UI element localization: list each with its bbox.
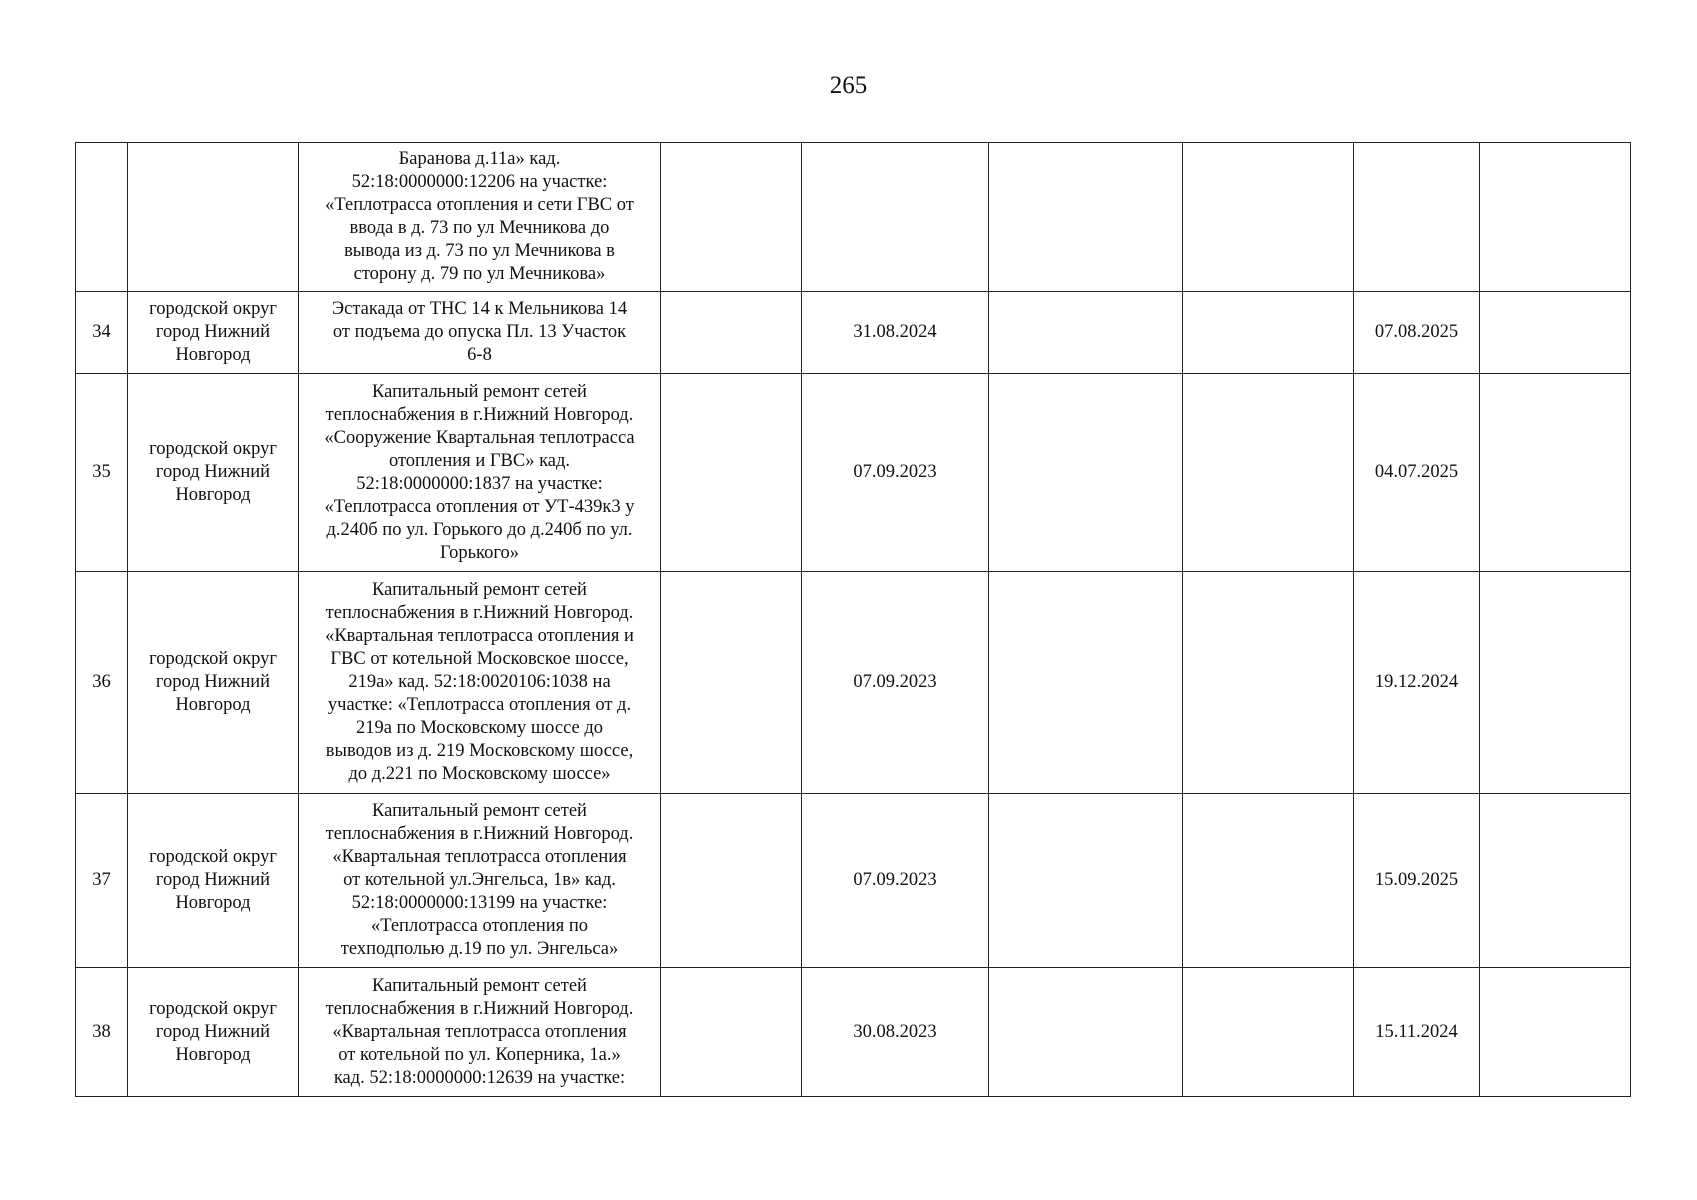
empty-cell: [661, 968, 802, 1097]
table-row: [76, 143, 1631, 292]
empty-cell: [1480, 794, 1631, 968]
row-number-cell: 37: [76, 794, 128, 968]
table-row: [76, 794, 1631, 968]
row-number-cell: 36: [76, 572, 128, 794]
description-cell: Капитальный ремонт сетей теплоснабжения в г.Нижний Новгород. «Сооружение Квартальная теплотрасса отопления и ГВС» кад. 52:18:0000000:1837 на участке: «Теплотрасса отопления от УТ-439к3 у д.240б по ул. Горького до д.240б по ул. Горького»: [299, 374, 661, 572]
empty-cell: [661, 143, 802, 292]
empty-cell: [989, 374, 1183, 572]
empty-cell: [1183, 572, 1354, 794]
page-number: 265: [829, 72, 868, 99]
row-number-cell: 38: [76, 968, 128, 1097]
end-date-cell: 19.12.2024: [1354, 572, 1480, 794]
empty-cell: [661, 794, 802, 968]
empty-cell: [989, 794, 1183, 968]
end-date-cell: [1354, 143, 1480, 292]
municipality-cell: городской округ город Нижний Новгород: [128, 374, 299, 572]
empty-cell: [1480, 143, 1631, 292]
end-date-cell: 15.11.2024: [1354, 968, 1480, 1097]
row-number-cell: 34: [76, 292, 128, 374]
municipality-cell: городской округ город Нижний Новгород: [128, 572, 299, 794]
empty-cell: [989, 143, 1183, 292]
empty-cell: [661, 572, 802, 794]
empty-cell: [989, 572, 1183, 794]
end-date-cell: 07.08.2025: [1354, 292, 1480, 374]
empty-cell: [661, 374, 802, 572]
empty-cell: [1183, 143, 1354, 292]
description-cell: Капитальный ремонт сетей теплоснабжения в г.Нижний Новгород. «Квартальная теплотрасса отопления от котельной по ул. Коперника, 1а.» кад. 52:18:0000000:12639 на участке:: [299, 968, 661, 1097]
start-date-cell: [802, 143, 989, 292]
data-table: [75, 142, 1631, 1097]
municipality-cell: [128, 143, 299, 292]
row-number-cell: 35: [76, 374, 128, 572]
table-row: [76, 968, 1631, 1097]
empty-cell: [1183, 374, 1354, 572]
start-date-cell: 07.09.2023: [802, 374, 989, 572]
table-row: [76, 292, 1631, 374]
empty-cell: [1480, 968, 1631, 1097]
empty-cell: [1183, 968, 1354, 1097]
row-number-cell: [76, 143, 128, 292]
municipality-cell: городской округ город Нижний Новгород: [128, 794, 299, 968]
end-date-cell: 15.09.2025: [1354, 794, 1480, 968]
empty-cell: [989, 292, 1183, 374]
description-cell: Капитальный ремонт сетей теплоснабжения в г.Нижний Новгород. «Квартальная теплотрасса отопления и ГВС от котельной Московское шоссе, 219а» кад. 52:18:0020106:1038 на участке: «Теплотрасса отопления от д. 219а по Московскому шоссе до выводов из д. 219 Московскому шоссе, до д.221 по Московскому шоссе»: [299, 572, 661, 794]
municipality-cell: городской округ город Нижний Новгород: [128, 968, 299, 1097]
table-row: [76, 374, 1631, 572]
empty-cell: [1480, 572, 1631, 794]
empty-cell: [661, 292, 802, 374]
start-date-cell: 07.09.2023: [802, 572, 989, 794]
start-date-cell: 30.08.2023: [802, 968, 989, 1097]
description-cell: Капитальный ремонт сетей теплоснабжения в г.Нижний Новгород. «Квартальная теплотрасса отопления от котельной ул.Энгельса, 1в» кад. 52:18:0000000:13199 на участке: «Теплотрасса отопления по техподполью д.19 по ул. Энгельса»: [299, 794, 661, 968]
empty-cell: [1480, 374, 1631, 572]
municipality-cell: городской округ город Нижний Новгород: [128, 292, 299, 374]
description-cell: Баранова д.11а» кад. 52:18:0000000:12206 на участке: «Теплотрасса отопления и сети ГВС от ввода в д. 73 по ул Мечникова до вывода из д. 73 по ул Мечникова в сторону д. 79 по ул Мечникова»: [299, 143, 661, 292]
table-row: [76, 572, 1631, 794]
start-date-cell: 07.09.2023: [802, 794, 989, 968]
start-date-cell: 31.08.2024: [802, 292, 989, 374]
end-date-cell: 04.07.2025: [1354, 374, 1480, 572]
empty-cell: [1183, 292, 1354, 374]
empty-cell: [1183, 794, 1354, 968]
description-cell: Эстакада от ТНС 14 к Мельникова 14 от подъема до опуска Пл. 13 Участок 6-8: [299, 292, 661, 374]
empty-cell: [989, 968, 1183, 1097]
empty-cell: [1480, 292, 1631, 374]
